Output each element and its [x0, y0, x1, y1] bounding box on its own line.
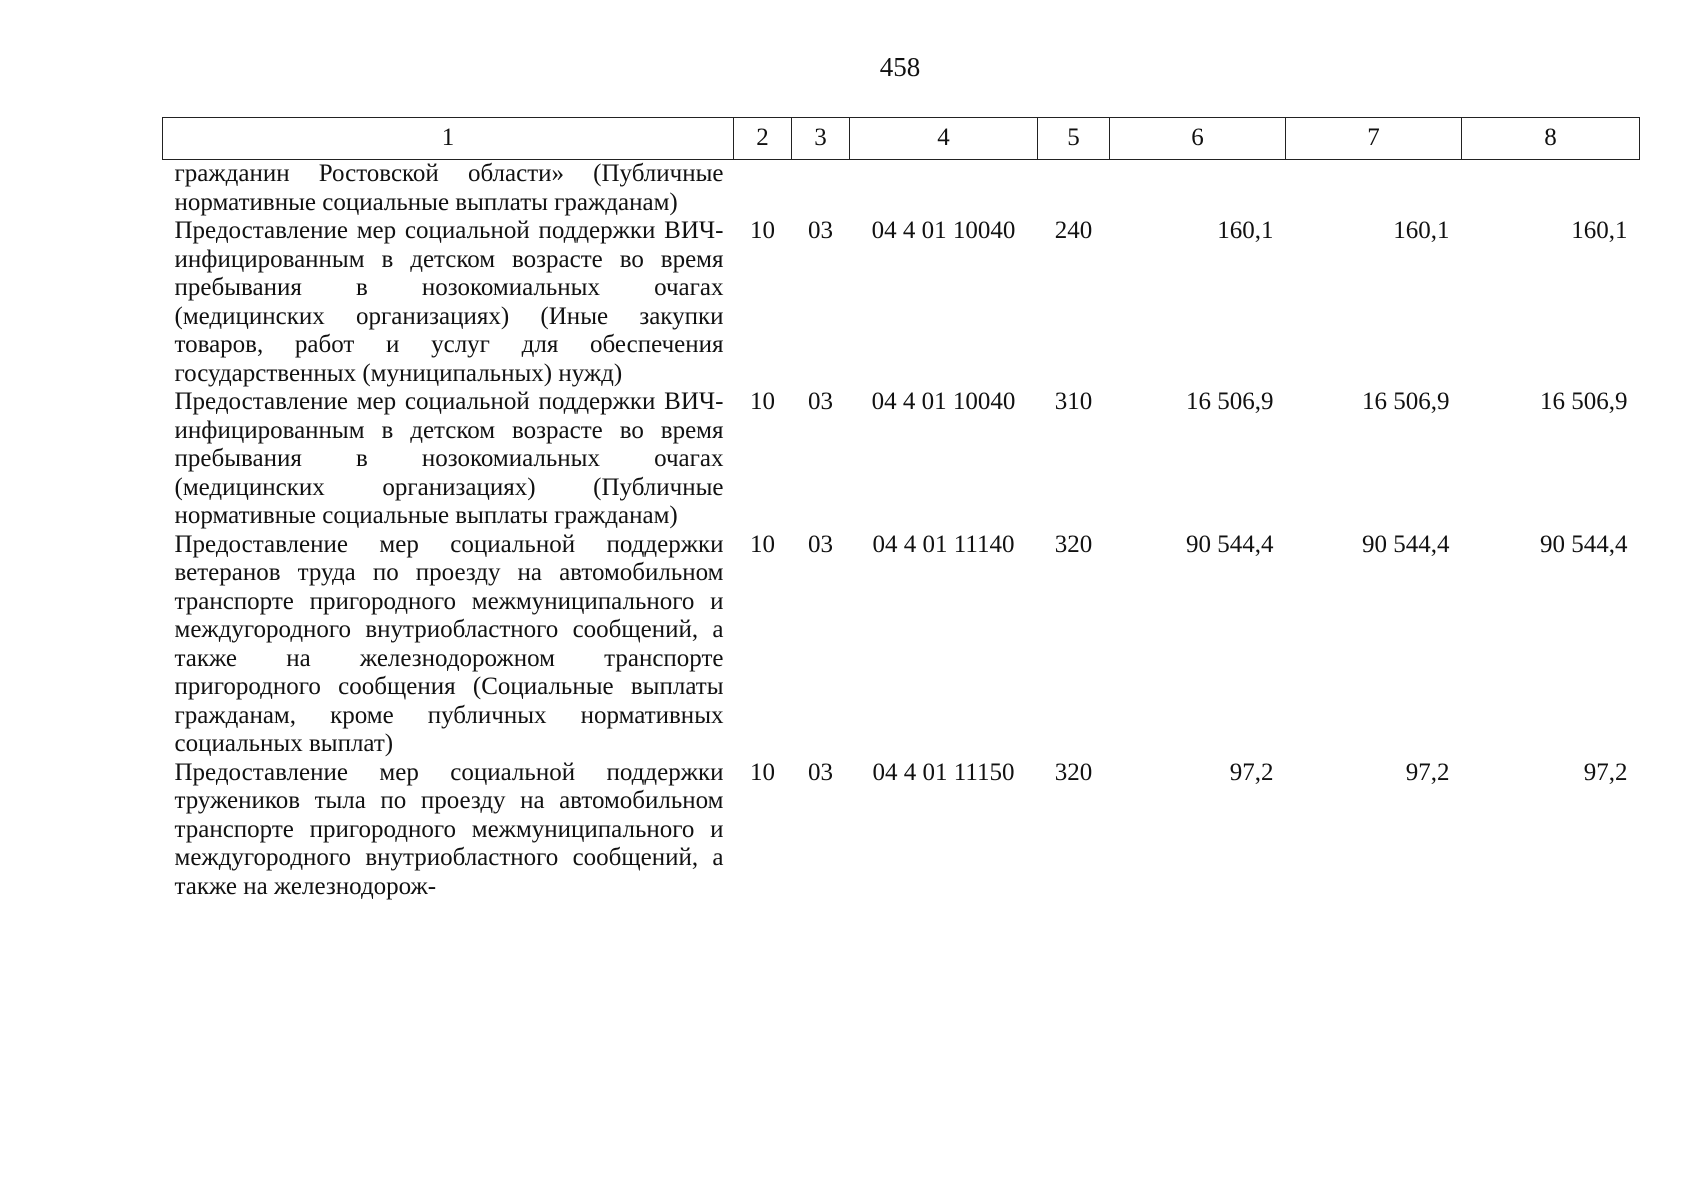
- row-expense-type: 310: [1054, 388, 1093, 415]
- row-section: 10: [750, 388, 775, 415]
- row-amount-6: 97,2: [1229, 758, 1274, 786]
- table-row: [163, 217, 1640, 388]
- row-section: [734, 160, 792, 218]
- column-header-3: 3: [792, 118, 850, 160]
- row-description: Предоставление мер социальной поддержки ВИЧ-инфицированным в детском возрасте во время пребывания в нозокомиальных очагах (медицинских организациях) (Публичные нормативные социальные выплаты гражданам): [174, 388, 724, 529]
- row-section: 10: [750, 758, 775, 786]
- row-description: Предоставление мер социальной поддержки ВИЧ-инфицированным в детском возрасте во время пребывания в нозокомиальных очагах (медицинских организациях) (Иные закупки товаров, работ и услуг для обеспечения государственных (муниципальных) нужд): [174, 217, 724, 387]
- row-amount-6: 16 506,9: [1186, 388, 1274, 415]
- column-header-6: 6: [1110, 118, 1286, 160]
- row-section: 10: [750, 217, 775, 244]
- row-description: Предоставление мер социальной поддержки ветеранов труда по проезду на автомобильном транспорте пригородного межмуниципального и междугородного внутриобластного сообщений, а также на железнодорожном транспорте пригородного сообщения (Социальные выплаты гражданам, кроме публичных нормативных социальных выплат): [174, 530, 724, 757]
- table-header-row: [163, 118, 1640, 160]
- row-target-code: 04 4 01 10040: [871, 388, 1016, 415]
- row-expense-type: [1038, 160, 1110, 218]
- row-target-code: 04 4 01 11140: [872, 530, 1015, 558]
- column-header-4: 4: [850, 118, 1038, 160]
- row-target-code: [850, 160, 1038, 218]
- row-amount-7: 90 544,4: [1362, 530, 1450, 558]
- row-expense-type: 240: [1054, 217, 1093, 244]
- table-row: [163, 160, 1640, 218]
- budget-table: [162, 117, 1640, 901]
- row-expense-type: 320: [1054, 758, 1093, 786]
- row-amount-7: 16 506,9: [1362, 388, 1450, 415]
- table-row: [163, 388, 1640, 531]
- row-amount-6: [1110, 160, 1286, 218]
- row-amount-6: 90 544,4: [1186, 530, 1274, 558]
- row-subsection: [792, 160, 850, 218]
- row-amount-7: [1286, 160, 1462, 218]
- row-subsection: 03: [808, 530, 833, 558]
- column-header-8: 8: [1462, 118, 1640, 160]
- column-header-5: 5: [1038, 118, 1110, 160]
- row-target-code: 04 4 01 10040: [871, 217, 1016, 244]
- row-section: 10: [750, 530, 775, 558]
- row-amount-6: 160,1: [1217, 217, 1274, 244]
- row-amount-8: 16 506,9: [1540, 388, 1628, 415]
- column-header-7: 7: [1286, 118, 1462, 160]
- row-target-code: 04 4 01 11150: [872, 758, 1015, 786]
- row-amount-8: [1462, 160, 1640, 218]
- row-amount-8: 90 544,4: [1540, 530, 1628, 558]
- row-expense-type: 320: [1054, 530, 1093, 558]
- row-amount-7: 160,1: [1393, 217, 1450, 244]
- row-description: гражданин Ростовской области» (Публичные нормативные социальные выплаты гражданам): [174, 160, 724, 216]
- row-amount-7: 97,2: [1405, 758, 1450, 786]
- row-amount-8: 97,2: [1583, 758, 1628, 786]
- row-subsection: 03: [808, 217, 833, 244]
- row-amount-8: 160,1: [1571, 217, 1628, 244]
- row-subsection: 03: [808, 388, 833, 415]
- row-description: Предоставление мер социальной поддержки тружеников тыла по проезду на автомобильном транспорте пригородного межмуниципального и междугородного внутриобластного сообщений, а также на железнодорож-: [174, 758, 724, 900]
- table-row: [163, 531, 1640, 759]
- table-row: [163, 759, 1640, 902]
- column-header-1: 1: [163, 118, 734, 160]
- row-subsection: 03: [808, 758, 833, 786]
- column-header-2: 2: [734, 118, 792, 160]
- page-number: 458: [879, 52, 921, 82]
